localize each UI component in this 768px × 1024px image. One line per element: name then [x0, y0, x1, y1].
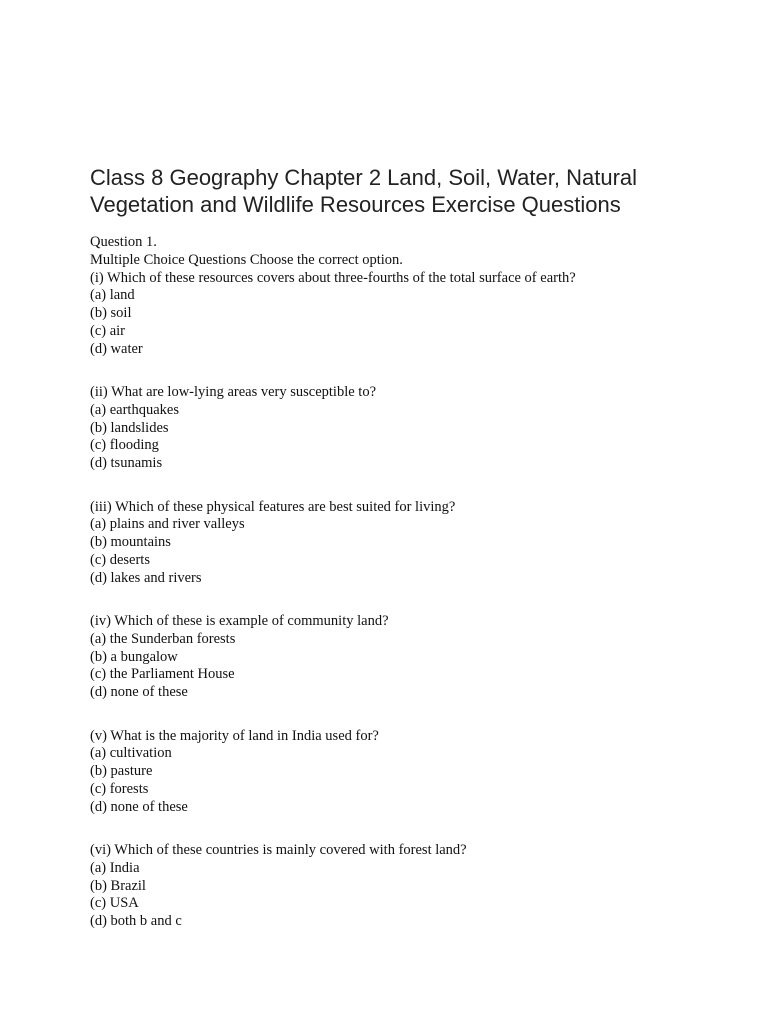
- answer-option: (b) mountains: [90, 534, 171, 551]
- question-intro-block: [90, 234, 730, 359]
- question-text: (iv) Which of these is example of community land?: [90, 613, 389, 630]
- answer-option: (a) land: [90, 287, 135, 304]
- answer-option: (b) Brazil: [90, 877, 146, 894]
- answer-option: (c) flooding: [90, 437, 159, 454]
- answer-option: (d) none of these: [90, 684, 188, 701]
- document-content: [90, 234, 730, 931]
- answer-option: (b) landslides: [90, 419, 169, 436]
- answer-option: (d) none of these: [90, 798, 188, 815]
- answer-option: (c) air: [90, 322, 126, 339]
- answer-option: (d) tsunamis: [90, 455, 163, 472]
- question-text: (i) Which of these resources covers about three-fourths of the total surface of earth?: [90, 269, 576, 286]
- instruction-text: Multiple Choice Questions Choose the correct option.: [90, 251, 403, 268]
- answer-option: (a) India: [90, 859, 140, 876]
- answer-option: (b) pasture: [90, 763, 153, 780]
- question-block-5: [90, 728, 730, 817]
- answer-option: (a) the Sunderban forests: [90, 630, 236, 647]
- answer-option: (d) lakes and rivers: [90, 569, 202, 586]
- answer-option: (a) earthquakes: [90, 401, 179, 418]
- answer-option: (a) cultivation: [90, 745, 172, 762]
- question-block-6: [90, 842, 730, 931]
- answer-option: (d) water: [90, 340, 143, 357]
- answer-option: (c) deserts: [90, 551, 150, 568]
- question-block-4: [90, 613, 730, 702]
- question-text: (iii) Which of these physical features are best suited for living?: [90, 498, 456, 515]
- question-text: (vi) Which of these countries is mainly covered with forest land?: [90, 842, 467, 859]
- answer-option: (b) a bungalow: [90, 648, 178, 665]
- document-title: Class 8 Geography Chapter 2 Land, Soil, Water, Natural Vegetation and Wildlife Resources Exercise Questions: [90, 165, 638, 217]
- answer-option: (a) plains and river valleys: [90, 516, 245, 533]
- answer-option: (c) forests: [90, 780, 149, 797]
- answer-option: (c) USA: [90, 895, 139, 912]
- answer-option: (d) both b and c: [90, 913, 182, 930]
- question-heading: Question 1.: [90, 234, 157, 250]
- question-block-3: [90, 499, 730, 588]
- question-text: (ii) What are low-lying areas very susceptible to?: [90, 384, 376, 401]
- question-block-2: [90, 384, 730, 473]
- question-text: (v) What is the majority of land in India used for?: [90, 727, 379, 744]
- answer-option: (b) soil: [90, 305, 132, 322]
- answer-option: (c) the Parliament House: [90, 666, 235, 683]
